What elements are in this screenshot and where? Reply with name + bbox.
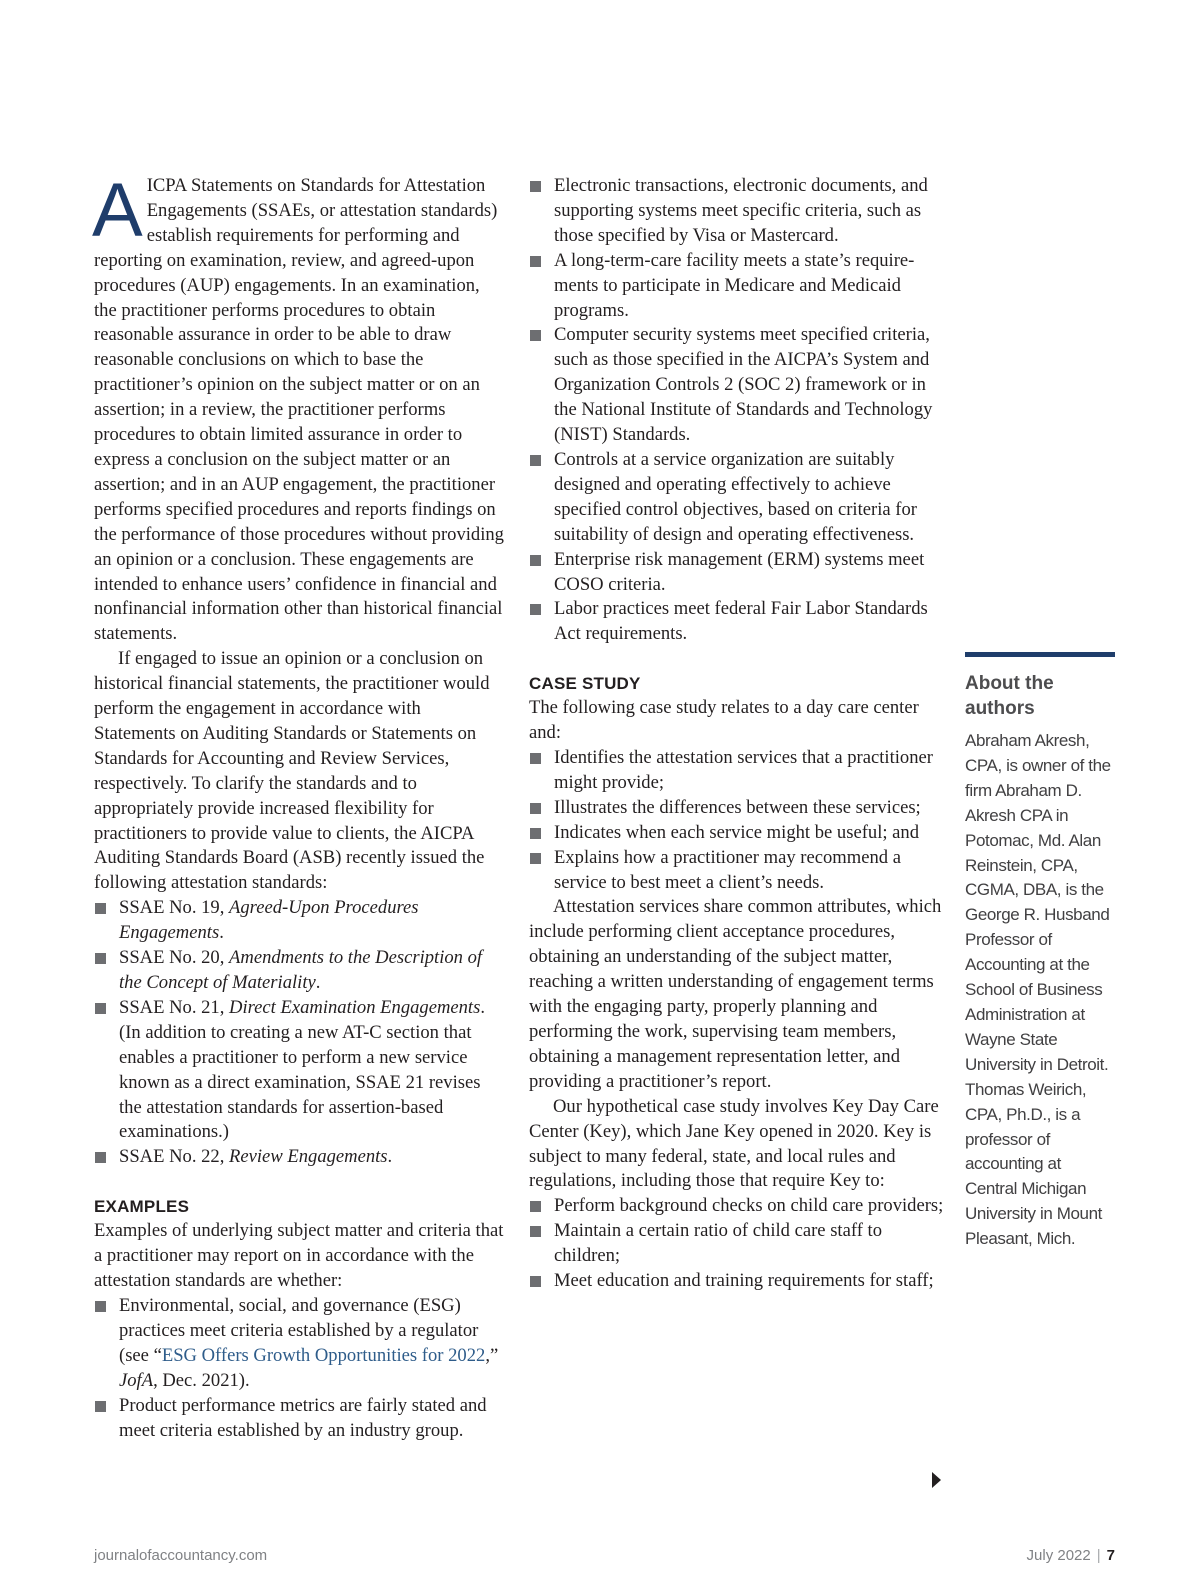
case-study-heading: CASE STUDY — [529, 674, 641, 694]
footer-issue-page — [1027, 1547, 1115, 1564]
list-item: Illustrates the differences between these services; — [529, 796, 944, 821]
left-column — [92, 168, 504, 1443]
examples-intro: Examples of underlying subject matter and criteria that a practitioner may report on in accordance with the attestation standards are whether: — [94, 1220, 504, 1292]
list-item: Identifies the attestation services that a practitioner might provide; — [529, 746, 944, 796]
list-item: Meet education and training requirements for staff; — [529, 1269, 944, 1294]
esg-article-link[interactable]: ESG Offers Growth Opportunities for 2022 — [161, 1344, 486, 1366]
sidebar-title: About the authors — [965, 673, 1054, 719]
case-study-intro: The following case study relates to a day care center and: — [529, 697, 919, 744]
page-footer — [94, 1547, 1115, 1564]
list-item: A long-term-care facility meets a state’s requirements to participate in Medicare and Medicaid programs. — [529, 249, 944, 324]
list-item: Indicates when each service might be useful; and — [529, 821, 944, 846]
continue-arrow-icon — [932, 1472, 941, 1488]
list-item: Controls at a service organization are suitably designed and operating effectively to achieve specified control objectives, based on criteria for suitability of design and operating effectiveness. — [529, 448, 944, 548]
page-number: 7 — [1106, 1547, 1115, 1564]
list-item: SSAE No. 21, Direct Examination Engagements. (In addition to creating a new AT-C section that enables a practitioner to perform a new service known as a direct examination, SSAE 21 revises the attestation standards for assertion-based examinations.) — [94, 996, 504, 1145]
list-item: Enterprise risk management (ERM) systems meet COSO criteria. — [529, 548, 944, 598]
drop-cap: A — [92, 168, 143, 253]
list-item: SSAE No. 19, Agreed-Upon Procedures Engagements. — [94, 896, 504, 946]
sidebar-rule — [965, 652, 1115, 657]
hypothetical-paragraph: Our hypothetical case study involves Key Day Care Center (Key), which Jane Key opened in 2020. Key is subject to many federal, state, and local rules and regulations, including those that require Key to: — [529, 1095, 939, 1192]
intro-text: ICPA Statements on Standards for Attestation Engagements (SSAEs, or attestation standards) establish requirements for performing and reporting on examination, review, and agreed-upon procedures (AUP) engagements. In an examination, the practitioner performs procedures to obtain reasonable assurance in order to be able to draw reasonable conclusions on which to base the practitioner’s opinion on the subject matter or on an assertion; in a review, the practitioner performs procedures to obtain limited assurance in order to express a conclusion on the subject matter or an assertion; and in an AUP engagement, the practitioner performs specified procedures and reports findings on the performance of those procedures without providing an opinion or a conclusion. These engagements are intended to enhance users’ confidence in financial and nonfinancial information other than historical financial statements. — [94, 175, 504, 645]
list-item: SSAE No. 22, Review Engagements. — [94, 1145, 504, 1170]
examples-heading: EXAMPLES — [94, 1197, 190, 1217]
right-column — [529, 174, 944, 1294]
list-item: Environmental, social, and governance (ESG) practices meet criteria established by a regulator (see “ESG Offers Growth Opportunities for 2022,” JofA, Dec. 2021). — [94, 1294, 504, 1394]
key-requirements-list — [529, 1194, 944, 1294]
list-item: Perform background checks on child care providers; — [529, 1194, 944, 1219]
ssae-list — [94, 896, 504, 1170]
footer-separator: | — [1096, 1547, 1101, 1564]
attributes-paragraph: Attestation services share common attributes, which include performing client acceptance procedures, obtaining an understanding of the subject matter, reaching a written understanding of engagement terms with the engaging party, properly planning and performing the work, supervising team members, obtaining a management representation letter, and providing a practitioner’s report. — [529, 896, 942, 1092]
list-item: Electronic transactions, electronic documents, and supporting systems meet specific criteria, such as those specified by Visa or Mastercard. — [529, 174, 944, 249]
engagement-paragraph: If engaged to issue an opinion or a conclusion on historical financial statements, the practitioner would perform the engagement in accordance with Statements on Auditing Standards or Statements on Standards for Accounting and Review Services, respectively. To clarify the standards and to appropriately provide increased flexibility for practitioners to provide value to clients, the AICPA Auditing Standards Board (ASB) recently issued the following attestation standards: — [94, 648, 490, 894]
case-study-list — [529, 746, 944, 895]
examples-list — [94, 1294, 504, 1443]
list-item: Product performance metrics are fairly stated and meet criteria established by an industry group. — [94, 1394, 504, 1444]
footer-issue: July 2022 — [1026, 1547, 1091, 1564]
list-item: Computer security systems meet specified criteria, such as those specified in the AICPA’s System and Organization Controls 2 (SOC 2) framework or in the National Institute of Standards and Technology (NIST) Standards. — [529, 323, 944, 448]
sidebar-body: Abraham Akresh, CPA, is owner of the firm Abraham D. Akresh CPA in Potomac, Md. Alan Reinstein, CPA, CGMA, DBA, is the George R. Husband Professor of Accounting at the School of Business Administration at Wayne State University in Detroit. Thomas Weirich, CPA, Ph.D., is a professor of accounting at Central Michigan University in Mount Pleasant, Mich. — [965, 731, 1111, 1249]
footer-site: journalofaccountancy.com — [94, 1547, 268, 1564]
list-item: Explains how a practitioner may recommend a service to best meet a client’s needs. — [529, 846, 944, 896]
about-authors-sidebar — [965, 652, 1115, 1252]
intro-paragraph — [92, 168, 504, 647]
examples-list-continued — [529, 174, 944, 647]
list-item: Labor practices meet federal Fair Labor Standards Act requirements. — [529, 597, 944, 647]
list-item: Maintain a certain ratio of child care staff to children; — [529, 1219, 944, 1269]
list-item: SSAE No. 20, Amendments to the Description of the Concept of Materiality. — [94, 946, 504, 996]
